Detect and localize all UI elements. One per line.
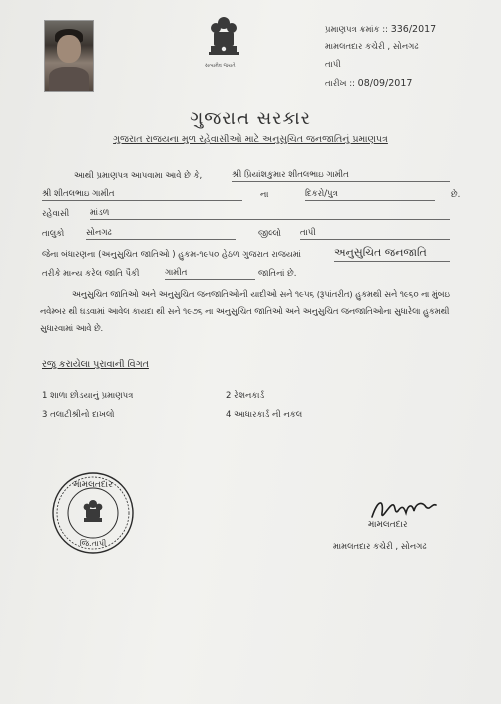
relation-value: દિકરો/પુત્ર bbox=[305, 189, 435, 201]
district-label: જીલ્લો bbox=[258, 229, 282, 239]
che-text: છે. bbox=[451, 190, 461, 200]
legal-paragraph: અનુસુચિત જાતિઓ અને અનુસુચિત જનજાતિઓની યાદીઓ સને ૧૯૫૬ (રૂપાંતરીત) હુકમથી સને ૧૯૬૦ ના મુંબઇ નવેમ્બર થી ઘડવામાં આવેલ કાયદા થી સને ૧૯૭૬ ના અનુસુચિત જાતિઓ અને અનુસુચિત જનજાતિઓના સુધારેલા હુકમથી સુધારવામાં આવે છે. bbox=[40, 289, 450, 333]
taluka-label: તાલુકો bbox=[42, 229, 65, 239]
caste-suffix: જાતિનાં છે. bbox=[258, 269, 297, 279]
recognized-text: તરીકે માન્ય કરેલ જાતિ પૈકી bbox=[42, 269, 140, 279]
certificate-subtitle: ગુજરાત રાજયના મુળ રહેવાસીઓ માટે અનુસુચિત જનજાતિનું પ્રમાણપત્ર bbox=[113, 134, 388, 145]
official-seal bbox=[50, 470, 136, 556]
signatory-office: મામલતદાર કચેરી , સોનગઢ bbox=[333, 542, 427, 552]
applicant-photo bbox=[44, 20, 94, 92]
certificate-number: પ્રમાણપત્ર ક્રમાંક :: 336/2017 bbox=[325, 24, 437, 35]
issue-date: તારીખ :: 08/09/2017 bbox=[325, 78, 413, 89]
resident-value: માંડળ bbox=[90, 208, 450, 220]
na-text: ના bbox=[260, 190, 269, 200]
office-line: મામલતદાર કચેરી , સોનગઢ bbox=[325, 42, 419, 52]
document-item: 3 તલાટીશ્રીનો દાખલો bbox=[42, 410, 115, 420]
svg-text:મામલતદાર: મામલતદાર bbox=[73, 480, 113, 490]
district-line: તાપી bbox=[325, 60, 341, 70]
caste-value: ગામીત bbox=[165, 268, 255, 280]
document-item: 1 શાળા છોડયાનું પ્રમાણપત્ર bbox=[42, 391, 134, 401]
page-title: ગુજરાત સરકાર bbox=[190, 108, 311, 129]
documents-title: રજુ કરાયેલા પુરાવાની વિગત bbox=[42, 359, 149, 370]
district-value: તાપી bbox=[300, 228, 450, 240]
document-item: 2 રેશનકાર્ડ bbox=[226, 391, 265, 401]
father-name: શ્રી શીતલભાઇ ગામીત bbox=[42, 189, 242, 201]
svg-text:જિ.તાપી: જિ.તાપી bbox=[79, 539, 107, 548]
order-text: જેના બંધારણના (અનુસુચિત જાતિઓ ) હુકમ-૧૯૫૦ હેઠળ ગુજરાત રાજયમાં bbox=[42, 250, 301, 260]
intro-text: આથી પ્રમાણપત્ર આપવામા આવે છે કે, bbox=[74, 171, 203, 181]
holder-name: શ્રી પ્રિયાંશકુમાર શીતલભાઇ ગામીત bbox=[232, 170, 450, 182]
resident-label: રહેવાસી bbox=[42, 209, 70, 219]
document-item: 4 આધારકાર્ડ ની નકલ bbox=[226, 410, 303, 420]
taluka-value: સોનગઢ bbox=[86, 228, 236, 240]
state-emblem-icon bbox=[206, 14, 242, 66]
signatory-title: મામલતદાર bbox=[368, 520, 408, 530]
category-value: અનુસુચિત જનજાતિ bbox=[334, 246, 450, 262]
emblem-caption: સત્યમેવ જયતે bbox=[205, 63, 236, 69]
